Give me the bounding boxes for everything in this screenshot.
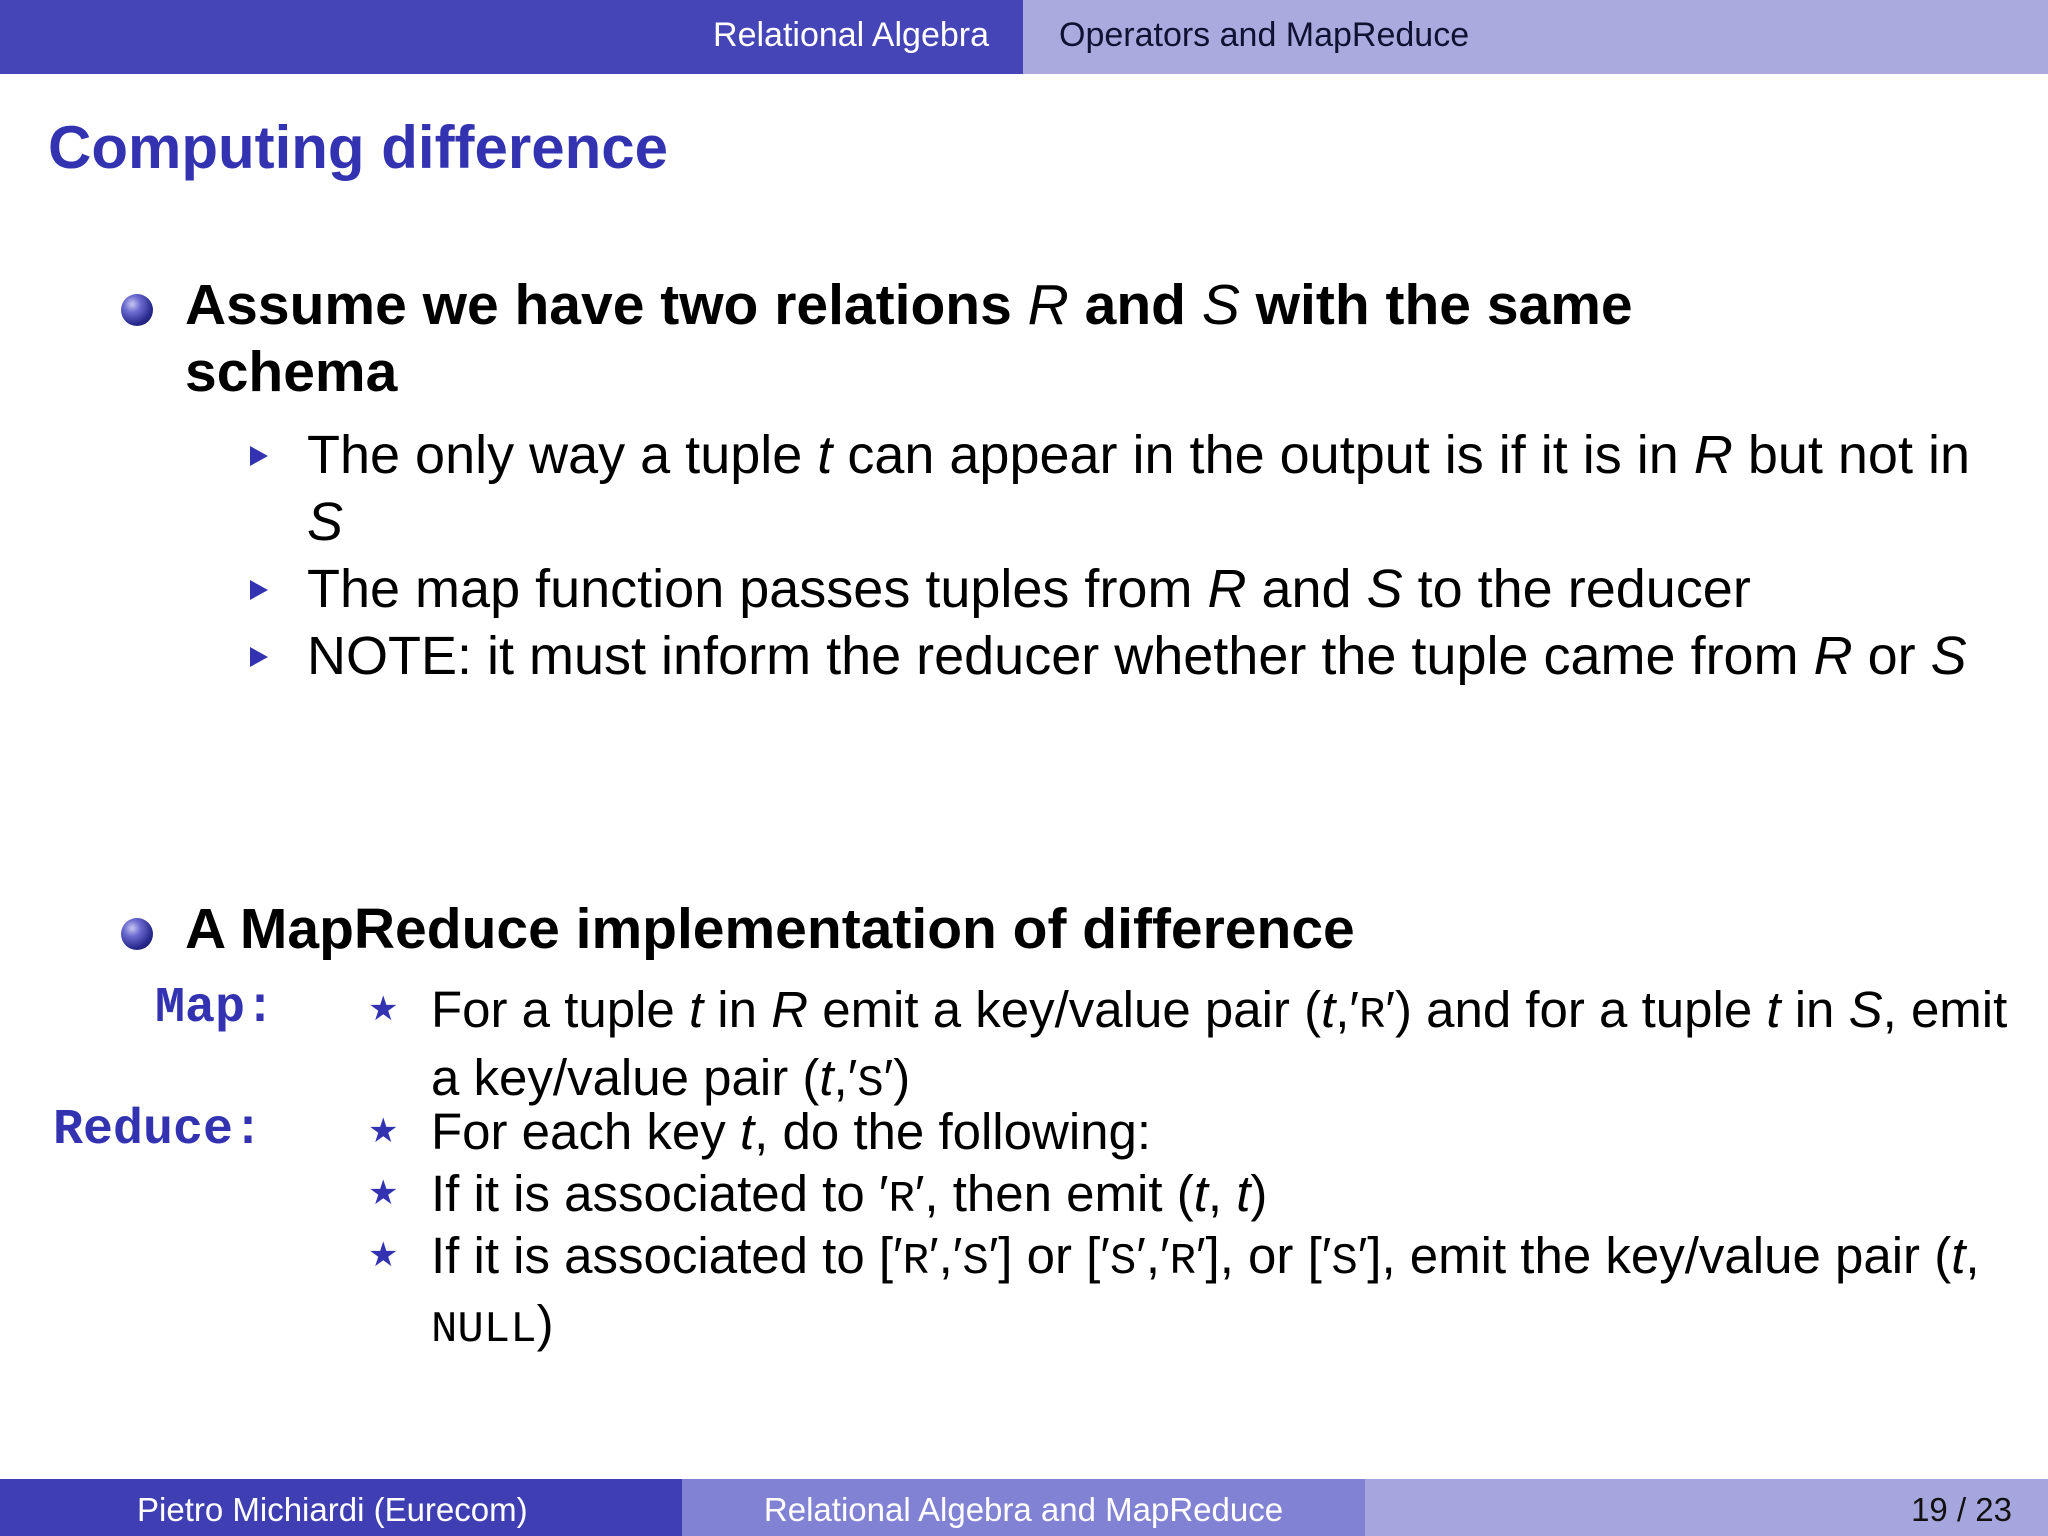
block1-subitem-1: The only way a tuple t can appear in the output is if it is in R but not in S (307, 425, 1970, 552)
nav-section-link[interactable]: Relational Algebra (713, 16, 989, 54)
star-bullet-icon: ★ (368, 1174, 399, 1212)
reduce-item-3: If it is associated to [′R′,′S′] or [′S′,′R′], or [′S′], emit the key/value pair (t, NULL) (431, 1227, 1980, 1355)
footer-bar (0, 1479, 2048, 1536)
sub-bullet-triangle-icon (250, 580, 268, 600)
footer-page-segment (1365, 1479, 2048, 1536)
reduce-item-1: For each key t, do the following: (431, 1103, 1152, 1160)
block2-heading: A MapReduce implementation of difference (185, 897, 1355, 961)
footer-author-segment (0, 1479, 682, 1536)
block1-subitem-3: NOTE: it must inform the reducer whether the tuple came from R or S (307, 626, 1967, 686)
footer-author: Pietro Michiardi (Eurecom) (137, 1491, 528, 1528)
map-label: Map: (155, 980, 276, 1037)
sub-bullet-triangle-icon (250, 647, 268, 667)
reduce-item-2: If it is associated to ′R′, then emit (t, t) (431, 1165, 1268, 1225)
frame-title: Computing difference (48, 114, 669, 181)
footer-title: Relational Algebra and MapReduce (763, 1491, 1284, 1528)
block1-heading: Assume we have two relations R and S with the same schema (185, 273, 1633, 404)
nav-subsection-link[interactable]: Operators and MapReduce (1059, 16, 1470, 54)
star-bullet-icon: ★ (368, 990, 399, 1028)
reduce-label: Reduce: (53, 1102, 264, 1159)
page-number: 19 / 23 (1911, 1491, 2012, 1528)
block1-subitem-2: The map function passes tuples from R and S to the reducer (307, 559, 1751, 619)
bullet-ball-icon (121, 918, 153, 950)
footer-title-segment (682, 1479, 1365, 1536)
star-bullet-icon: ★ (368, 1112, 399, 1150)
star-bullet-icon: ★ (368, 1236, 399, 1274)
map-item: For a tuple t in R emit a key/value pair (t,′R′) and for a tuple t in S, emit a key/value pair (t,′S′) (431, 981, 2008, 1109)
bullet-ball-icon (121, 294, 153, 326)
header-bar (0, 0, 2048, 74)
sub-bullet-triangle-icon (250, 446, 268, 466)
